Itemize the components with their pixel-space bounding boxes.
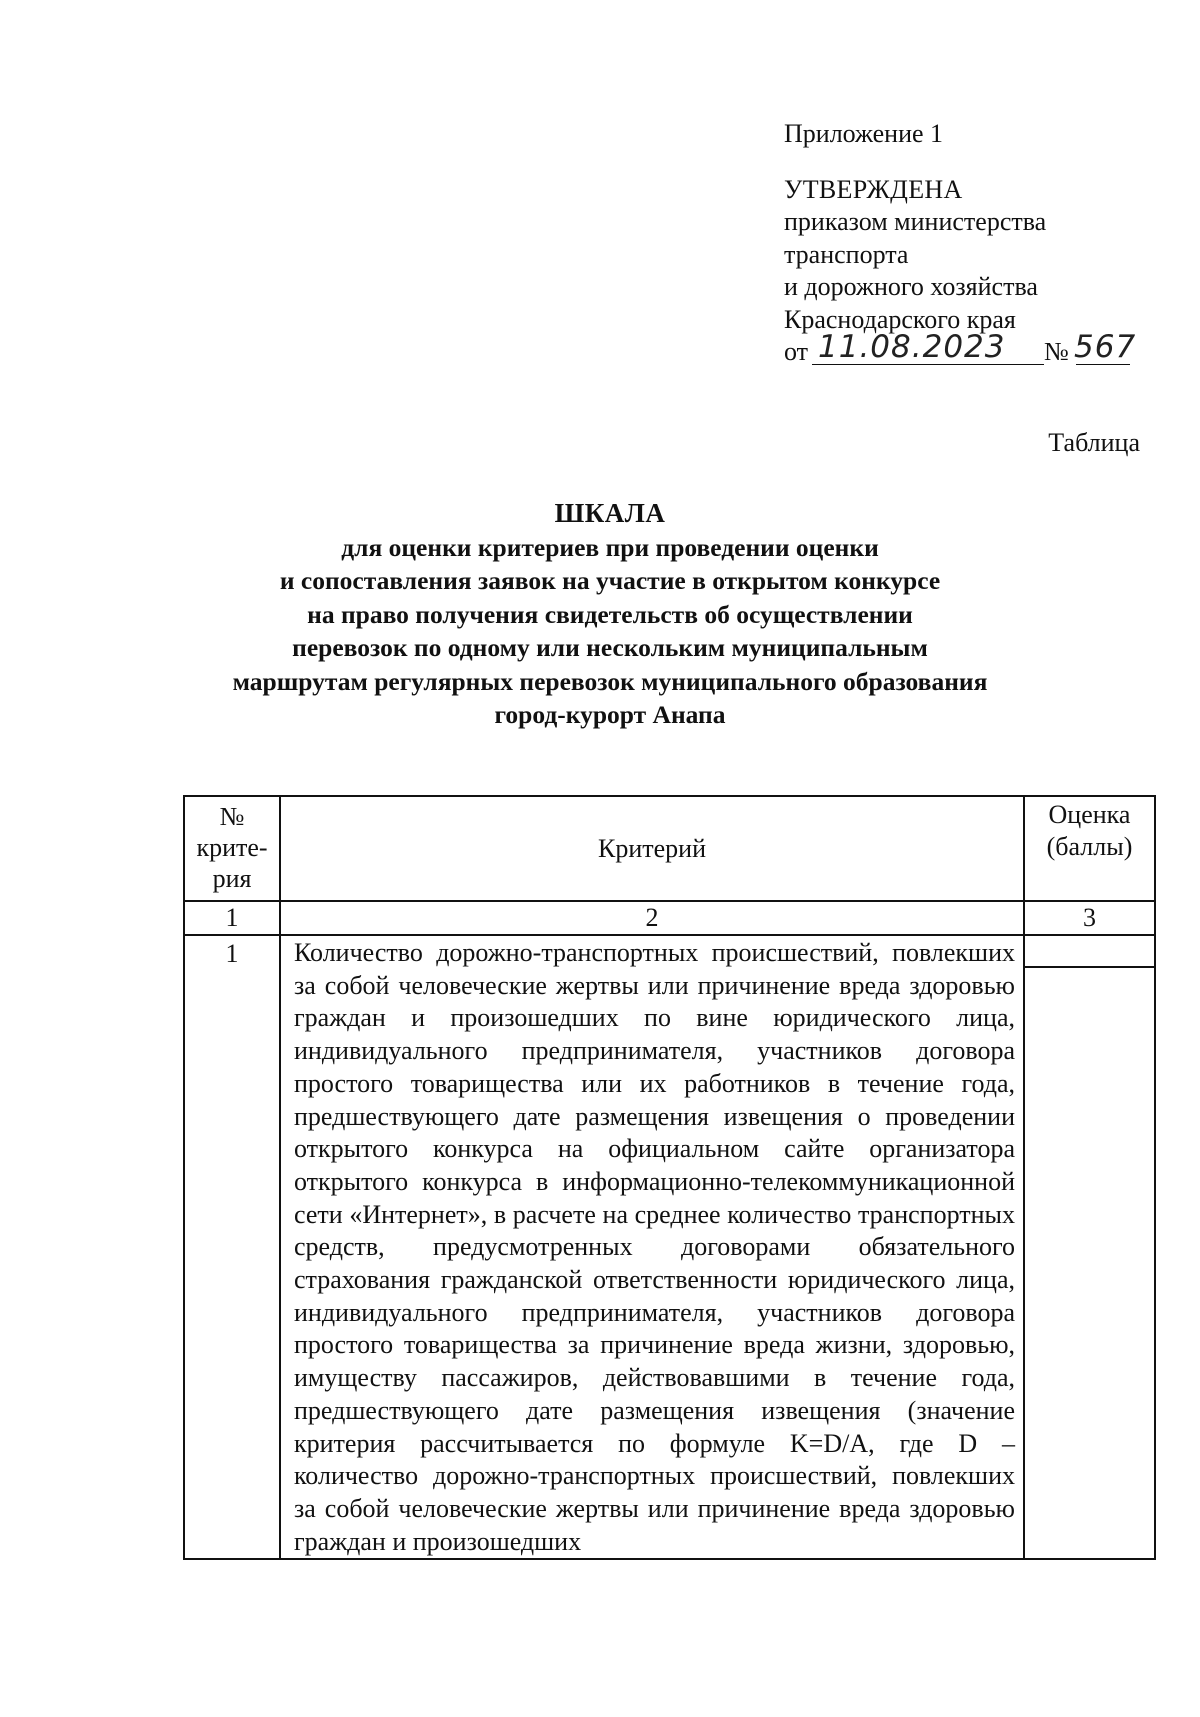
handwritten-date: 11.08.2023	[818, 329, 1006, 365]
approval-line: приказом министерства	[784, 207, 1047, 236]
criterion-text: Количество дорожно-транспортных происшествий, повлекших за собой человеческие жертвы или причинение вреда здоровью граждан и произошедших по вине юридического лица, индивидуального предпринимателя, участников договора простого товарищества или их работников в течение года, предшествующего дате размещения извещения о проведении открытого конкурса на официальном сайте организатора открытого конкурса в информационно-телекоммуникационной сети «Интернет», в расчете на среднее количество транспортных средств, предусмотренных договорами обязательного страхования гражданской ответственности юридического лица, индивидуального предпринимателя, участников договора простого товарищества за причинение вреда жизни, здоровью, имуществу пассажиров, действовавшими в течение года, предшествующего дате размещения извещения (значение критерия рассчитывается по формуле K=D/A, где D – количество дорожно-транспортных происшествий, повлекших за собой человеческие жертвы или причинение вреда здоровью граждан и произошедших	[280, 935, 1024, 1559]
date-prefix: от	[784, 337, 809, 366]
table-row	[184, 935, 1155, 1559]
document-heading	[150, 497, 1070, 732]
column-index: 2	[280, 901, 1024, 935]
column-index: 1	[184, 901, 280, 935]
criteria-table	[183, 795, 1156, 1560]
approved-label: УТВЕРЖДЕНА	[784, 174, 963, 204]
heading-line: для оценки критериев при проведении оценки	[341, 532, 879, 562]
header-criterion-number: № крите- рия	[184, 796, 280, 901]
score-cell	[1024, 935, 1155, 1559]
heading-line: и сопоставления заявок на участие в открытом конкурсе	[279, 566, 941, 595]
row-number: 1	[184, 935, 280, 1559]
appendix-label: Приложение 1	[784, 119, 944, 148]
header-score: Оценка (баллы)	[1024, 796, 1155, 901]
heading-line: город-курорт Анапа	[494, 700, 726, 729]
column-index: 3	[1024, 901, 1155, 935]
order-date-number	[784, 329, 1137, 372]
heading-line: перевозок по одному или нескольким муниципальным	[292, 633, 928, 662]
heading-title: ШКАЛА	[554, 498, 666, 528]
table-index-row	[184, 901, 1155, 935]
approval-line: транспорта	[784, 239, 909, 269]
table-label: Таблица	[1048, 428, 1140, 457]
number-prefix: №	[1044, 337, 1069, 366]
header-criterion: Критерий	[280, 796, 1024, 901]
handwritten-number: 567	[1074, 329, 1137, 365]
table-header-row	[184, 796, 1155, 901]
approval-block	[784, 118, 1137, 372]
heading-line: на право получения свидетельств об осуществлении	[307, 599, 913, 629]
score-divider	[1025, 966, 1154, 968]
approval-line: и дорожного хозяйства	[784, 272, 1038, 301]
heading-line: маршрутам регулярных перевозок муниципального образования	[232, 666, 988, 696]
approval-line: Краснодарского края	[784, 304, 1016, 334]
